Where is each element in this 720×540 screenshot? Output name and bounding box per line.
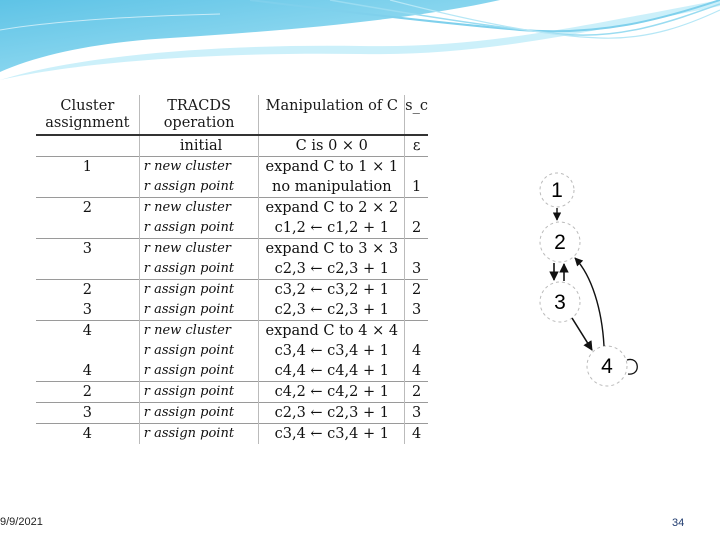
graph-node-2 <box>540 222 580 262</box>
table-row <box>36 157 428 178</box>
cell-cluster: 3 <box>36 300 139 321</box>
cell-manipulation: expand C to 4 × 4 <box>259 321 405 342</box>
cell-manipulation: c4,4 ← c4,4 + 1 <box>259 361 405 382</box>
cell-cluster <box>36 218 139 239</box>
cell-operation: r assign point <box>139 424 259 445</box>
table-row-initial <box>36 135 428 157</box>
cell-sc <box>405 239 428 260</box>
table-row <box>36 218 428 239</box>
cell-operation: r assign point <box>139 280 259 301</box>
cell-operation: r assign point <box>139 361 259 382</box>
cell-cluster <box>36 259 139 280</box>
cell-operation: r assign point <box>139 259 259 280</box>
cell-sc: 2 <box>405 218 428 239</box>
table-row <box>36 403 428 424</box>
cell-cluster <box>36 341 139 361</box>
graph-node-1 <box>540 173 574 207</box>
cell-sc <box>405 157 428 178</box>
table-body <box>36 157 428 445</box>
cell-operation: r new cluster <box>139 239 259 260</box>
cell-operation: r assign point <box>139 403 259 424</box>
graph-node-label: 2 <box>554 231 566 254</box>
cell-sc: 3 <box>405 300 428 321</box>
table-row <box>36 239 428 260</box>
table-row <box>36 198 428 219</box>
cell-manipulation: expand C to 1 × 1 <box>259 157 405 178</box>
cell-operation: initial <box>139 135 259 157</box>
edge-4-to-2 <box>575 258 604 346</box>
cell-sc: 4 <box>405 424 428 445</box>
page-number: 34 <box>672 517 685 529</box>
graph-node-4 <box>587 346 627 386</box>
table-row <box>36 382 428 403</box>
cell-cluster: 3 <box>36 403 139 424</box>
cell-operation: r assign point <box>139 341 259 361</box>
table-header-row <box>36 95 428 135</box>
cell-cluster: 4 <box>36 321 139 342</box>
table-row <box>36 300 428 321</box>
cell-cluster <box>36 177 139 198</box>
cell-manipulation: expand C to 3 × 3 <box>259 239 405 260</box>
table-row <box>36 341 428 361</box>
cell-operation: r assign point <box>139 300 259 321</box>
cell-manipulation: c4,2 ← c4,2 + 1 <box>259 382 405 403</box>
cell-cluster <box>36 135 139 157</box>
cell-operation: r new cluster <box>139 198 259 219</box>
table-row <box>36 361 428 382</box>
cell-cluster: 4 <box>36 361 139 382</box>
cell-operation: r new cluster <box>139 157 259 178</box>
cell-manipulation: no manipulation <box>259 177 405 198</box>
table-row <box>36 177 428 198</box>
footer-date: 9/9/2021 <box>0 516 43 528</box>
table-row <box>36 321 428 342</box>
table-row <box>36 424 428 445</box>
cell-manipulation: c1,2 ← c1,2 + 1 <box>259 218 405 239</box>
cell-manipulation: c2,3 ← c2,3 + 1 <box>259 300 405 321</box>
cell-sc: 4 <box>405 361 428 382</box>
tracds-table <box>36 95 428 444</box>
cell-sc <box>405 321 428 342</box>
cell-sc: 3 <box>405 403 428 424</box>
cell-cluster: 3 <box>36 239 139 260</box>
cell-cluster: 2 <box>36 382 139 403</box>
header-cluster-assignment: Cluster assignment <box>36 95 139 135</box>
cell-sc: 2 <box>405 280 428 301</box>
cell-sc: 1 <box>405 177 428 198</box>
cell-operation: r assign point <box>139 382 259 403</box>
graph-node-label: 1 <box>551 179 563 202</box>
header-banner <box>0 0 720 80</box>
cell-manipulation: expand C to 2 × 2 <box>259 198 405 219</box>
cell-cluster: 1 <box>36 157 139 178</box>
header-sc: s_c <box>405 95 428 135</box>
cell-manipulation: c2,3 ← c2,3 + 1 <box>259 403 405 424</box>
cell-manipulation: c3,2 ← c3,2 + 1 <box>259 280 405 301</box>
cell-operation: r new cluster <box>139 321 259 342</box>
edge-3-to-4 <box>572 318 592 350</box>
cell-operation: r assign point <box>139 177 259 198</box>
header-tracds-operation: TRACDS operation <box>139 95 259 135</box>
table-row <box>36 280 428 301</box>
cell-cluster: 2 <box>36 280 139 301</box>
cell-manipulation: C is 0 × 0 <box>259 135 405 157</box>
cell-cluster: 2 <box>36 198 139 219</box>
cell-sc: 3 <box>405 259 428 280</box>
graph-node-label: 4 <box>601 355 613 378</box>
cell-sc: ε <box>405 135 428 157</box>
cell-sc: 4 <box>405 341 428 361</box>
graph-node-3 <box>540 282 580 322</box>
graph-node-label: 3 <box>554 291 566 314</box>
cell-manipulation: c3,4 ← c3,4 + 1 <box>259 424 405 445</box>
cell-operation: r assign point <box>139 218 259 239</box>
edge-4-self-loop <box>627 359 637 374</box>
cell-manipulation: c3,4 ← c3,4 + 1 <box>259 341 405 361</box>
cell-cluster: 4 <box>36 424 139 445</box>
header-manipulation: Manipulation of C <box>259 95 405 135</box>
cell-sc <box>405 198 428 219</box>
table-row <box>36 259 428 280</box>
state-graph <box>528 170 648 390</box>
cell-sc: 2 <box>405 382 428 403</box>
cell-manipulation: c2,3 ← c2,3 + 1 <box>259 259 405 280</box>
